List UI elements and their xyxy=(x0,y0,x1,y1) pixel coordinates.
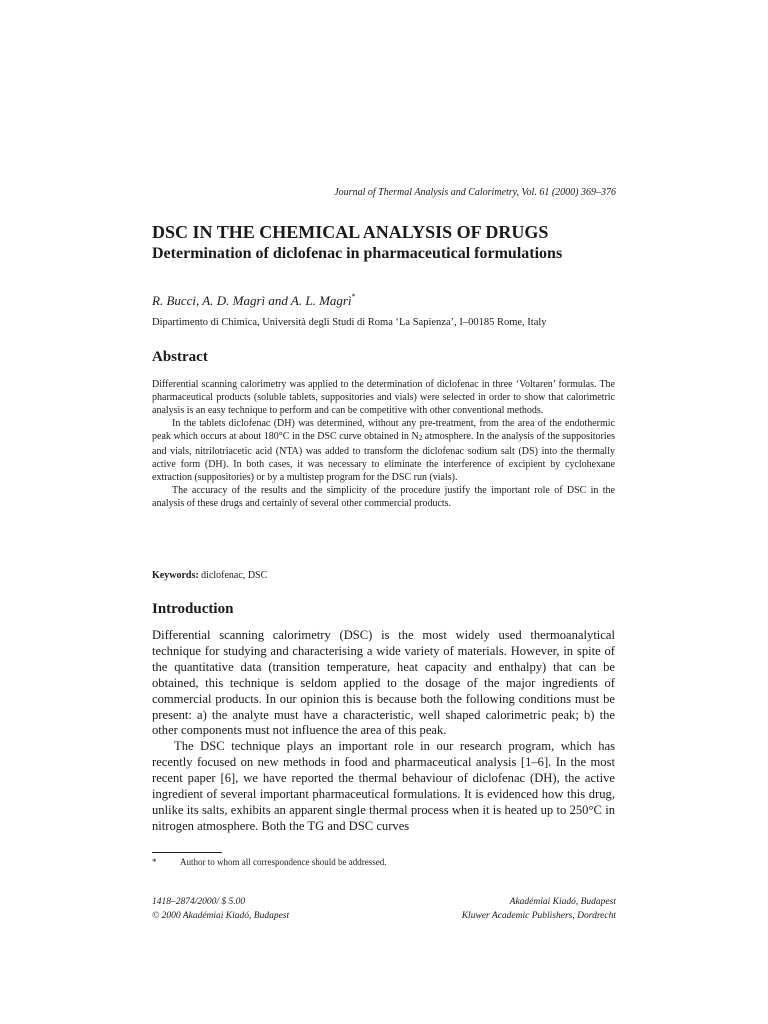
article-title: DSC IN THE CHEMICAL ANALYSIS OF DRUGS xyxy=(152,222,549,242)
footnote-divider xyxy=(152,852,222,853)
introduction-paragraph-1: Differential scanning calorimetry (DSC) is the most widely used thermoanalytical technique for studying and characterising a wide variety of materials. However, in spite of the quantitative data (transition temperature, heat capacity and enthalpy) that can be obtained, this technique is seldom applied to the dosage of the major ingredients of commercial products. In our opinion this is because both the following conditions must be present: a) the analyte must have a characteristic, well shaped calorimetric peak; b) the other components must not influence the area of this peak. xyxy=(152,628,615,738)
footnote xyxy=(152,857,386,867)
introduction-body xyxy=(152,628,615,835)
introduction-heading: Introduction xyxy=(152,601,234,617)
publisher-1: Akadémiai Kiadó, Budapest xyxy=(509,897,616,907)
nitrogen-subscript: 2 xyxy=(418,434,423,442)
abstract-heading: Abstract xyxy=(152,349,208,365)
article-subtitle: Determination of diclofenac in pharmaceutical formulations xyxy=(152,245,563,262)
journal-citation: Journal of Thermal Analysis and Calorimetry, Vol. 61 (2000) 369–376 xyxy=(334,187,616,198)
author-list xyxy=(152,292,356,309)
issn-price: 1418–2874/2000/ $ 5.00 xyxy=(152,897,246,907)
introduction-paragraph-2: The DSC technique plays an important role in our research program, which has recently focused on new methods in food and pharmaceutical analysis [1–6]. In the most recent paper [6], we have reported the thermal behaviour of diclofenac (DH), the active ingredient of several important pharmaceutical formulations. It is evidenced how this drug, unlike its salts, exhibits an apparent single thermal process when it is heated up to 250°C in nitrogen atmosphere. Both the TG and DSC curves xyxy=(152,739,615,833)
article-title-block xyxy=(152,222,632,264)
footer-right xyxy=(462,895,616,923)
author-names: R. Bucci, A. D. Magrì and A. L. Magrì xyxy=(152,293,352,308)
abstract-body xyxy=(152,378,615,510)
copyright: © 2000 Akadémiai Kiadó, Budapest xyxy=(152,911,290,921)
keywords-line xyxy=(152,570,267,581)
footer-left xyxy=(152,895,289,923)
abstract-p2-text-b: atmosphere. In the analysis of the suppositories and vials, nitrilotriacetic acid (NTA) was added to transform the diclofenac sodium salt (DS) into the thermally active form (DH). In both cases, it was necessary to eliminate the interference of excipient by cyclohexane extraction (suppositories) or by a multistep program for the DSC run (vials). xyxy=(152,431,615,483)
abstract-paragraph-2 xyxy=(152,417,615,484)
footnote-mark: * xyxy=(152,857,157,867)
abstract-p2-text-a: In the tablets diclofenac (DH) was determined, without any pre-treatment, from the area of the endothermic peak which occurs at about 180°C in the DSC curve obtained in N xyxy=(152,418,615,442)
keywords-text: diclofenac, DSC xyxy=(198,570,268,581)
abstract-paragraph-1: Differential scanning calorimetry was applied to the determination of diclofenac in three ‘Voltaren’ formulas. The pharmaceutical products (soluble tablets, suppositories and vials) were selected in order to show that calorimetric analysis is an easy technique to perform and can be competitive with other conventional methods. xyxy=(152,379,615,416)
author-affiliation: Dipartimento di Chimica, Università degli Studi di Roma ‘La Sapienza’, I–00185 Rome, Italy xyxy=(152,317,547,328)
footnote-text: Author to whom all correspondence should be addressed. xyxy=(180,857,387,867)
publisher-2: Kluwer Academic Publishers, Dordrecht xyxy=(461,911,616,921)
abstract-paragraph-3: The accuracy of the results and the simplicity of the procedure justify the important role of DSC in the analysis of these drugs and certainly of several other commercial products. xyxy=(152,485,615,509)
keywords-label: Keywords: xyxy=(152,570,199,581)
corresponding-author-mark: * xyxy=(351,292,356,301)
